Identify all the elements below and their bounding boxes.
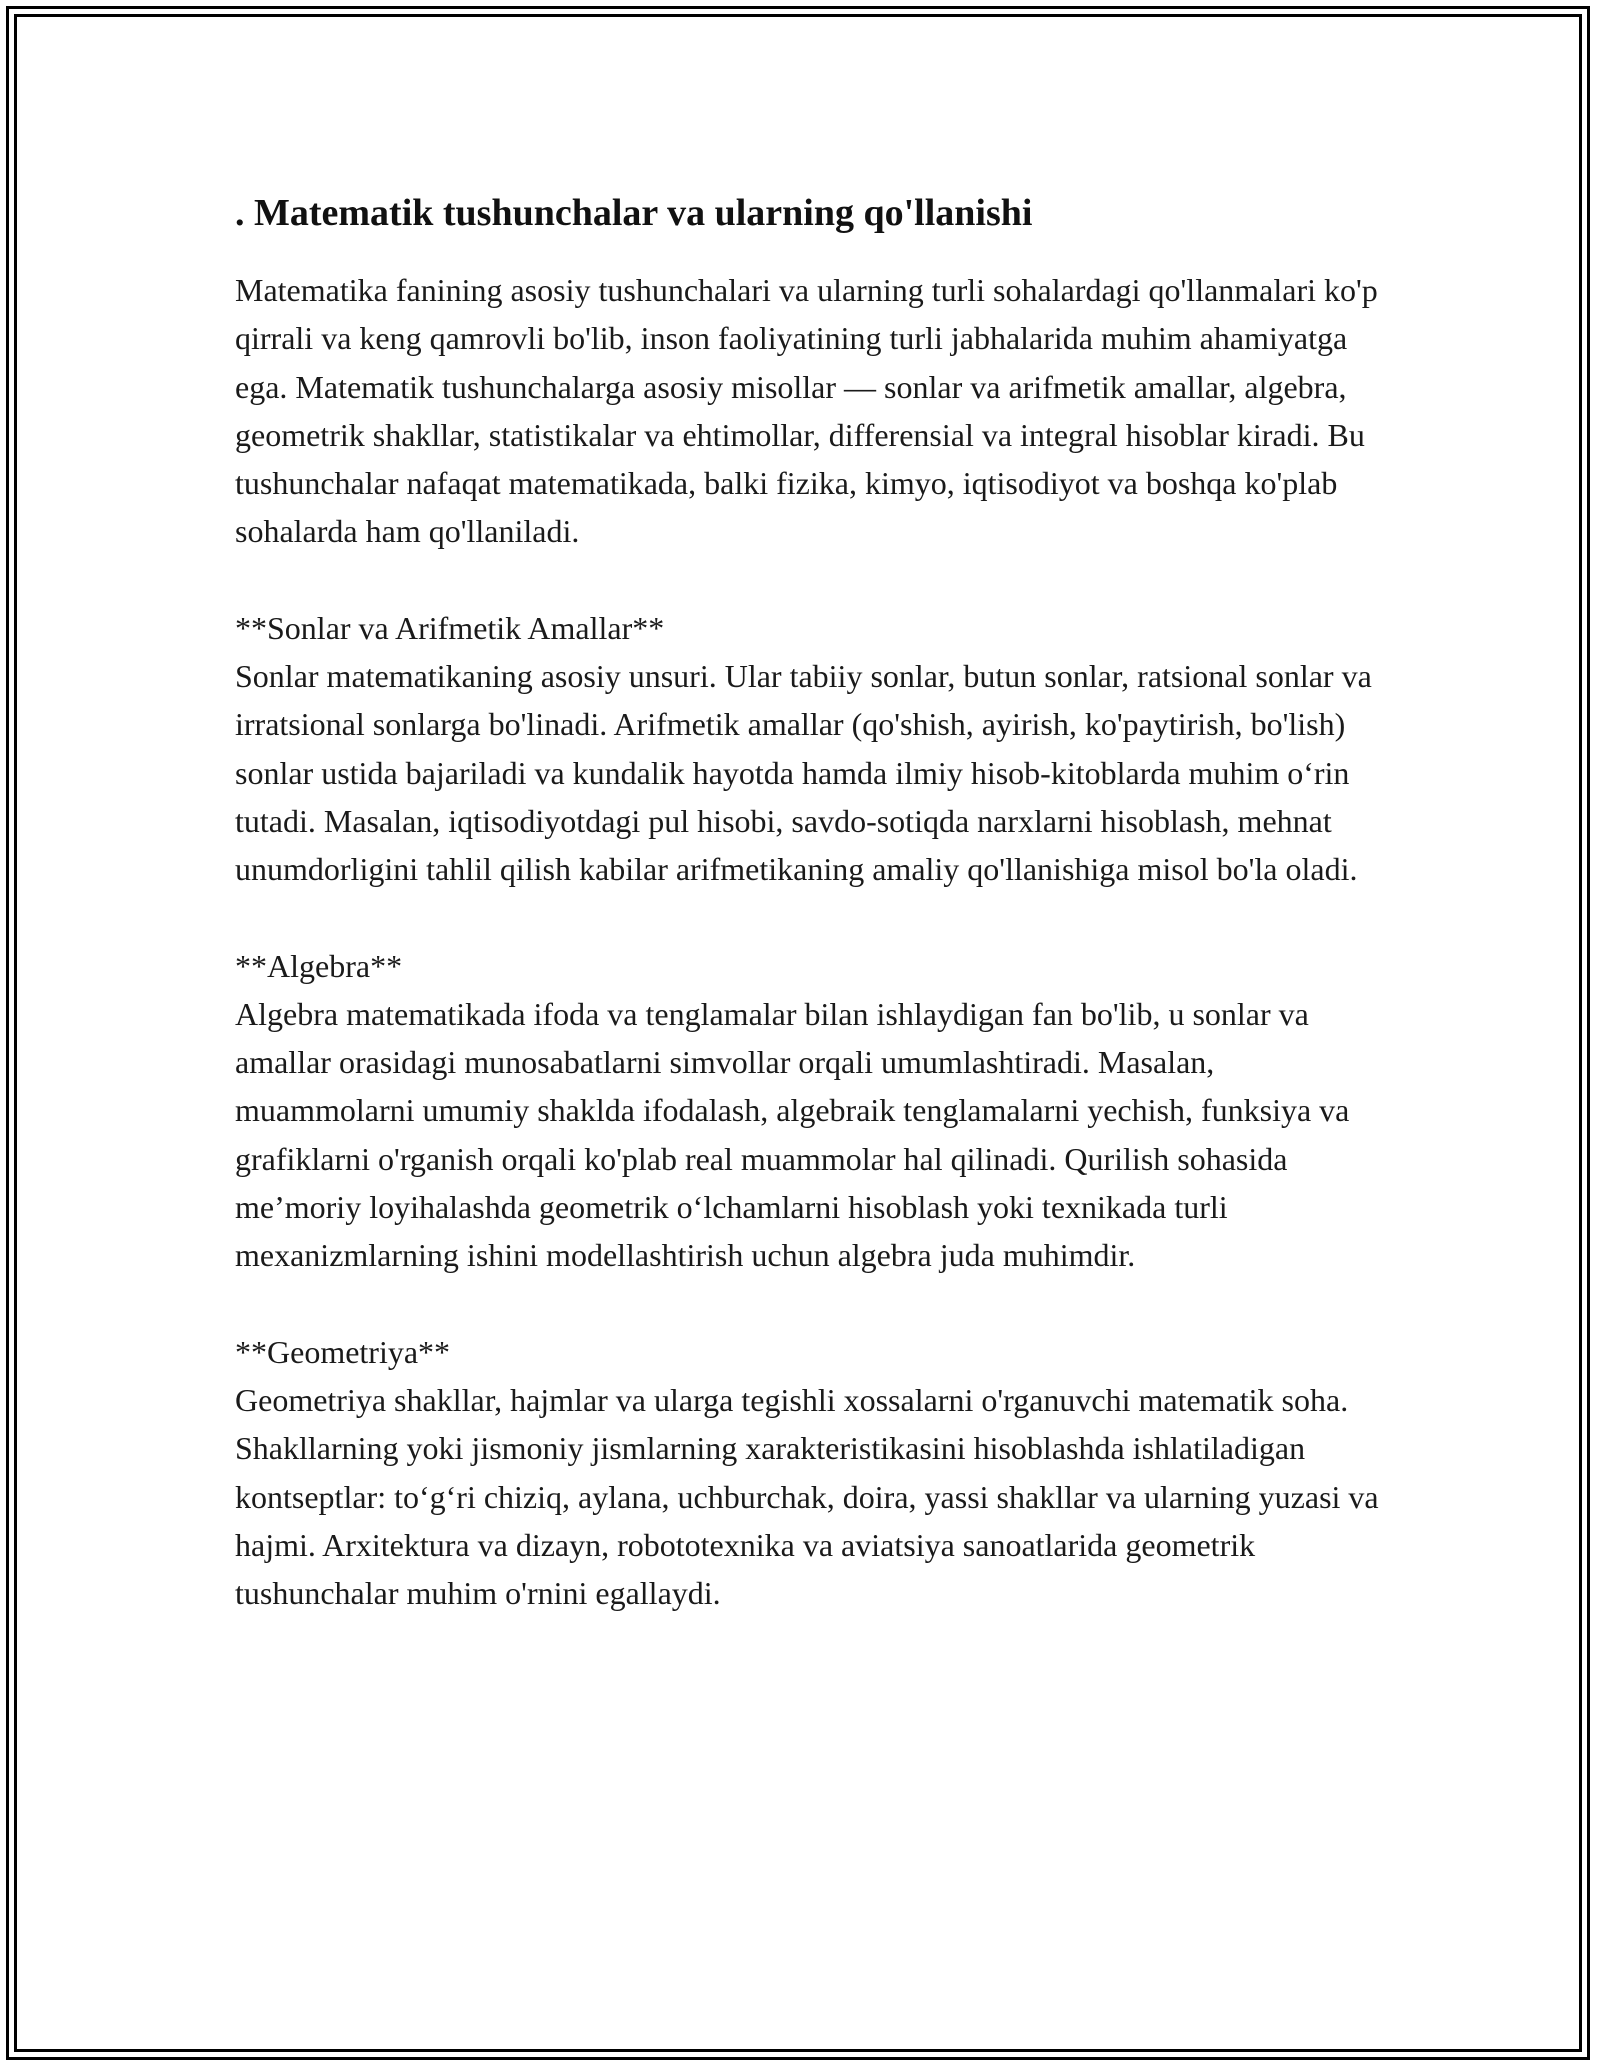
section-geometriya [235,1328,1385,1618]
section-heading: **Algebra** [235,947,403,984]
section-body: Sonlar matematikaning asosiy unsuri. Ular tabiiy sonlar, butun sonlar, ratsional sonlar va irratsional sonlarga bo'linadi. Arifmetik amallar (qo'shish, ayirish, ko'paytirish, bo'lish) sonlar ustida bajariladi va kundalik hayotda hamda ilmiy hisob-kitoblarda muhim o‘rin tutadi. Masalan, iqtisodiyotdagi pul hisobi, savdo-sotiqda narxlarni hisoblash, mehnat unumdorligini tahlil qilish kabilar arifmetikaning amaliy qo'llanishiga misol bo'la oladi. [235,658,1372,888]
section-sonlar [235,604,1385,894]
document-body [235,186,1385,1665]
document-title: . Matematik tushunchalar va ularning qo'llanishi [235,192,1033,234]
section-heading: **Geometriya** [235,1333,451,1370]
section-body: Geometriya shakllar, hajmlar va ularga tegishli xossalarni o'rganuvchi matematik soha. Shakllarning yoki jismoniy jismlarning xarakteristikasini hisoblashda ishlatiladigan kontseptlar: to‘g‘ri chiziq, aylana, uchburchak, doira, yassi shakllar va ularning yuzasi va hajmi. Arxitektura va dizayn, robototexnika va aviatsiya sanoatlarida geometrik tushunchalar muhim o'rnini egallaydi. [235,1381,1379,1612]
section-heading: **Sonlar va Arifmetik Amallar** [235,609,665,646]
intro-paragraph: Matematika fanining asosiy tushunchalari va ularning turli sohalardagi qo'llanmalari ko'p qirrali va keng qamrovli bo'lib, inson faoliyatining turli jabhalarida muhim ahamiyatga ega. Matematik tushunchalarga asosiy misollar — sonlar va arifmetik amallar, algebra, geometrik shakllar, statistikalar va ehtimollar, differensial va integral hisoblar kiradi. Bu tushunchalar nafaqat matematikada, balki fizika, kimyo, iqtisodiyot va boshqa ko'plab sohalarda ham qo'llaniladi. [235,272,1378,550]
section-algebra [235,942,1385,1280]
section-body: Algebra matematikada ifoda va tenglamalar bilan ishlaydigan fan bo'lib, u sonlar va amallar orasidagi munosabatlarni simvollar orqali umumlashtiradi. Masalan, muammolarni umumiy shaklda ifodalash, algebraik tenglamalarni yechish, funksiya va grafiklarni o'rganish orqali ko'plab real muammolar hal qilinadi. Qurilish sohasida me’moriy loyihalashda geometrik o‘lchamlarni hisoblash yoki texnikada turli mexanizmlarning ishini modellashtirish uchun algebra juda muhimdir. [235,995,1350,1274]
